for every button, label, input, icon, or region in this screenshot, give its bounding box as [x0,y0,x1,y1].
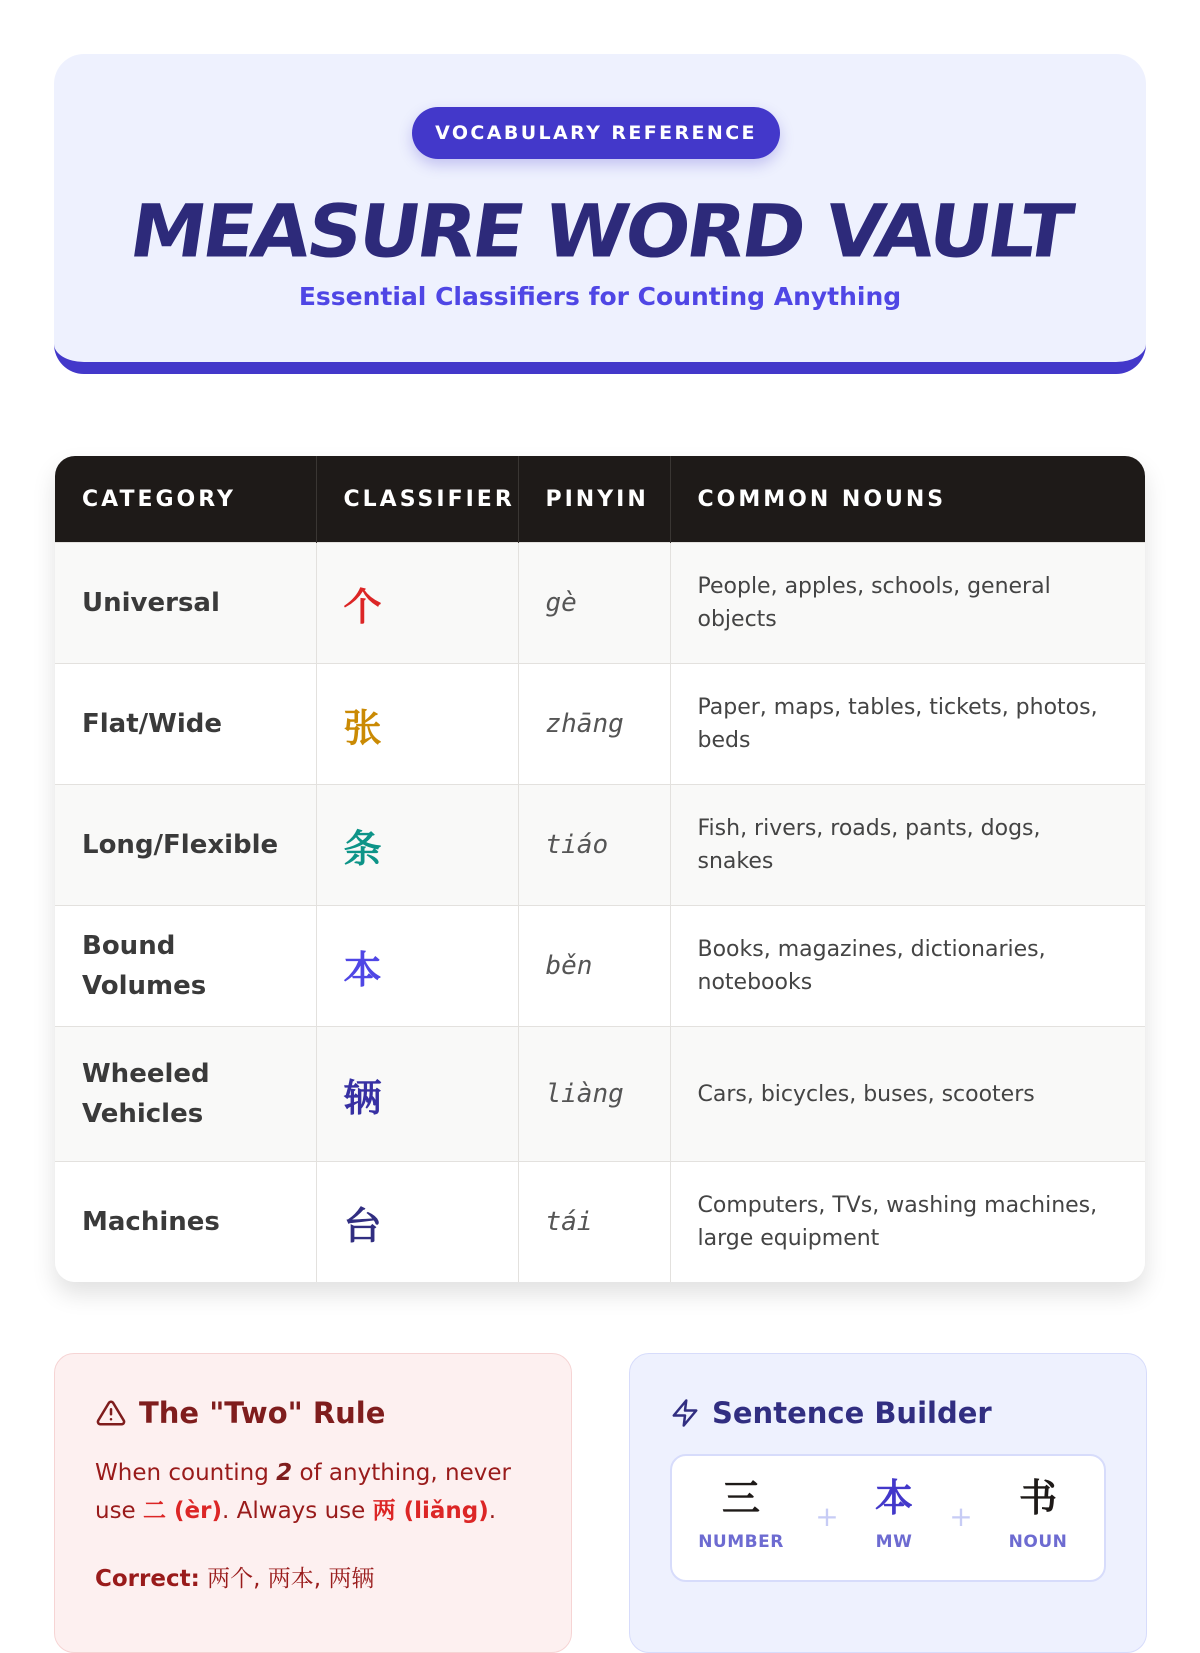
page-subtitle: Essential Classifiers for Counting Anything [298,282,902,311]
two-rule-card [54,1353,572,1653]
pinyin-cell [518,1027,670,1162]
table-row [55,664,1145,785]
rule-text-part: . Always use [222,1498,373,1524]
classifier-table [55,456,1145,1282]
category-label: Wheeled Vehicles [82,1059,210,1129]
two-rule-heading [95,1396,385,1430]
slot-char: 本 [874,1476,913,1520]
rule-right-word: 两 (liǎng) [372,1498,489,1524]
pinyin-cell [518,906,670,1027]
common-nouns-text: Books, magazines, dictionaries, notebooks [697,937,1046,995]
classifier-char: 条 [343,826,382,871]
slot-label: NUMBER [698,1532,784,1552]
two-rule-explanation [95,1454,515,1530]
common-nouns-text: Cars, bicycles, buses, scooters [697,1081,1035,1107]
rule-number: 2 [276,1460,293,1486]
correct-examples [95,1560,374,1598]
sentence-builder-card [629,1353,1147,1653]
nouns-cell [670,1027,1145,1162]
common-nouns-text: People, apples, schools, general objects [697,574,1051,632]
nouns-cell [670,664,1145,785]
builder-slot-measure-word [844,1474,944,1552]
nouns-cell [670,906,1145,1027]
correct-examples-text: 两个, 两本, 两辆 [199,1566,375,1592]
sentence-builder-box [670,1454,1106,1582]
column-header-classifier: CLASSIFIER [316,456,518,543]
classifier-table-card [55,456,1145,1282]
category-label: Machines [82,1207,220,1237]
rule-wrong-word: 二 (èr) [143,1498,223,1524]
classifier-char: 张 [343,705,382,750]
table-row [55,543,1145,664]
category-cell [55,543,316,664]
sentence-builder-title: Sentence Builder [712,1396,992,1430]
slot-label: NOUN [1008,1532,1068,1552]
category-label: Universal [82,588,220,618]
classifier-cell [316,785,518,906]
common-nouns-text: Paper, maps, tables, tickets, photos, beds [697,695,1098,753]
plus-icon: + [815,1500,839,1533]
pinyin-text: gè [545,588,577,618]
lightning-icon [670,1398,700,1428]
slot-char: 书 [1018,1476,1057,1520]
category-cell [55,785,316,906]
category-cell [55,1162,316,1283]
pinyin-cell [518,785,670,906]
pinyin-text: zhāng [545,709,624,739]
warning-triangle-icon [95,1398,127,1428]
sentence-builder-heading [670,1396,992,1430]
pinyin-text: tái [545,1207,593,1237]
category-cell [55,1027,316,1162]
common-nouns-text: Computers, TVs, washing machines, large equipment [697,1193,1098,1251]
builder-slot-noun [988,1474,1088,1552]
classifier-cell [316,1027,518,1162]
pinyin-cell [518,664,670,785]
rule-text-part: When counting [95,1460,277,1486]
column-header-common-nouns: COMMON NOUNS [670,456,1145,543]
category-badge: VOCABULARY REFERENCE [412,107,780,159]
table-row [55,1027,1145,1162]
classifier-char: 辆 [343,1075,382,1120]
page-title: MEASURE WORD VAULT [124,189,1076,275]
rule-text-part: of anything, never use [95,1460,511,1524]
slot-char: 三 [721,1476,760,1520]
pinyin-text: liàng [545,1079,624,1109]
table-row [55,785,1145,906]
table-row [55,906,1145,1027]
pinyin-text: běn [545,951,593,981]
correct-label: Correct: [95,1566,200,1592]
pinyin-cell [518,543,670,664]
classifier-cell [316,1162,518,1283]
category-label: Long/Flexible [82,830,279,860]
classifier-cell [316,906,518,1027]
builder-slot-number [691,1474,791,1552]
slot-label: MW [875,1532,913,1552]
common-nouns-text: Fish, rivers, roads, pants, dogs, snakes [697,816,1041,874]
nouns-cell [670,543,1145,664]
pinyin-cell [518,1162,670,1283]
column-header-pinyin: PINYIN [518,456,670,543]
category-cell [55,664,316,785]
classifier-char: 台 [343,1203,382,1248]
plus-icon: + [949,1500,973,1533]
table-row [55,1162,1145,1283]
classifier-cell [316,543,518,664]
pinyin-text: tiáo [545,830,609,860]
category-label: Bound Volumes [82,931,207,1001]
classifier-char: 个 [343,584,382,629]
column-header-category: CATEGORY [55,456,316,543]
rule-text-part: . [488,1498,497,1524]
classifier-cell [316,664,518,785]
two-rule-title: The "Two" Rule [139,1396,386,1430]
category-label: Flat/Wide [82,709,222,739]
nouns-cell [670,1162,1145,1283]
table-header-row [55,456,1145,543]
nouns-cell [670,785,1145,906]
category-cell [55,906,316,1027]
classifier-char: 本 [343,947,382,992]
header-card [54,54,1146,374]
